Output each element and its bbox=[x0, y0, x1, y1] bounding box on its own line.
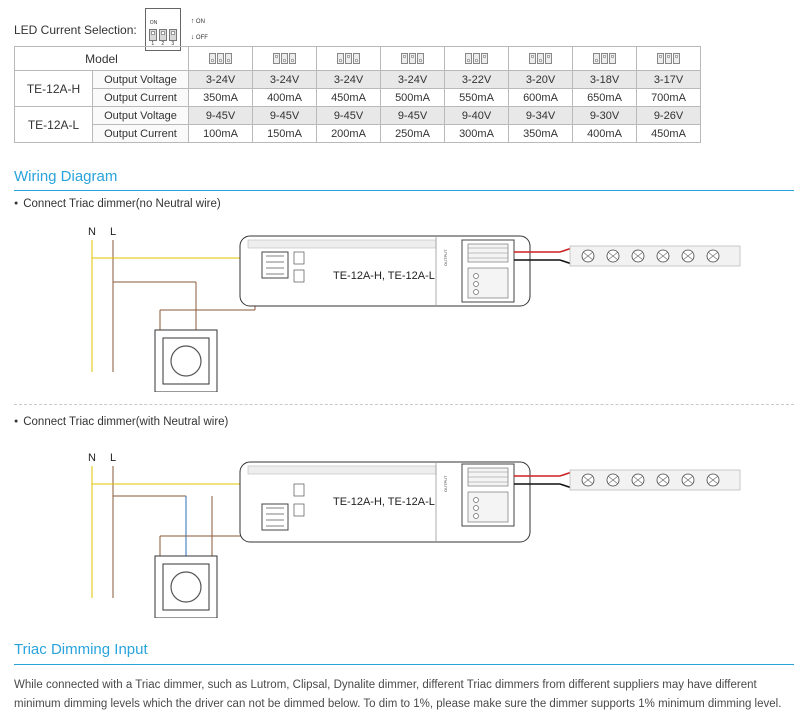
dip-switch-icon-4-2 bbox=[409, 53, 416, 64]
table-cell: 300mA bbox=[445, 125, 509, 143]
dip-switch-icon-6-3 bbox=[545, 53, 552, 64]
table-cell: 350mA bbox=[189, 89, 253, 107]
table-header-model: Model bbox=[15, 47, 189, 71]
dip-switch-icon-4-1 bbox=[401, 53, 408, 64]
label-driver-model: TE-12A-H, TE-12A-L bbox=[333, 270, 435, 282]
dip-switch-icon-5-2 bbox=[473, 53, 480, 64]
table-cell: 3-24V bbox=[253, 71, 317, 89]
table-cell: 9-45V bbox=[381, 107, 445, 125]
table-cell: 550mA bbox=[445, 89, 509, 107]
table-row bbox=[15, 125, 701, 143]
table-cell: 450mA bbox=[637, 125, 701, 143]
table-row-label: Output Current bbox=[93, 125, 189, 143]
table-cell: 3-20V bbox=[509, 71, 573, 89]
dip-switch-row bbox=[149, 29, 177, 41]
table-cell-model: TE-12A-H bbox=[15, 71, 93, 107]
table-cell: 400mA bbox=[253, 89, 317, 107]
table-header-dip-6 bbox=[509, 47, 573, 71]
wiring-diagram-no-neutral bbox=[0, 222, 808, 392]
table-cell: 9-30V bbox=[573, 107, 637, 125]
wiring-bullet-no-neutral: ● Connect Triac dimmer(no Neutral wire) bbox=[14, 198, 221, 210]
table-cell: 150mA bbox=[253, 125, 317, 143]
dip-onoff-legend bbox=[191, 18, 208, 42]
section-divider bbox=[14, 404, 794, 405]
dip-switch-icon-5-3 bbox=[481, 53, 488, 64]
table-cell: 250mA bbox=[381, 125, 445, 143]
table-header-dip-2 bbox=[253, 47, 317, 71]
table-header-dip-3 bbox=[317, 47, 381, 71]
table-header-dip-1 bbox=[189, 47, 253, 71]
label-output: OUTPUT bbox=[443, 249, 448, 266]
triac-dimming-paragraph: While connected with a Triac dimmer, such as Lutrom, Clipsal, Dynalite dimmer, different Triac dimmers from different suppliers may have different minimum dimming levels which the driver can not be dimmed below. To dim to 1%, please make sure the dimmer supports 1% minimum dimming level. bbox=[14, 679, 782, 710]
table-cell: 200mA bbox=[317, 125, 381, 143]
table-cell: 3-24V bbox=[189, 71, 253, 89]
table-row-label: Output Voltage bbox=[93, 107, 189, 125]
label-output: OUTPUT bbox=[443, 475, 448, 492]
wiring-diagram-with-neutral bbox=[0, 448, 808, 618]
table-cell: 3-18V bbox=[573, 71, 637, 89]
table-header-dip-8 bbox=[637, 47, 701, 71]
table-header-dip-4 bbox=[381, 47, 445, 71]
dip-switch-legend bbox=[145, 8, 181, 51]
led-current-selection bbox=[14, 8, 208, 51]
table-cell: 3-24V bbox=[317, 71, 381, 89]
dip-switch-icon-1-3 bbox=[225, 53, 232, 64]
dip-number-1: 1 bbox=[151, 41, 155, 47]
table-cell-model: TE-12A-L bbox=[15, 107, 93, 143]
table-cell: 3-17V bbox=[637, 71, 701, 89]
table-cell: 9-45V bbox=[317, 107, 381, 125]
table-cell: 9-34V bbox=[509, 107, 573, 125]
label-live: L bbox=[110, 226, 117, 238]
dip-switch-icon-3-2 bbox=[345, 53, 352, 64]
table-cell: 700mA bbox=[637, 89, 701, 107]
dip-switch-icon-3-3 bbox=[353, 53, 360, 64]
label-driver-model: TE-12A-H, TE-12A-L bbox=[333, 496, 435, 508]
dip-switch-icon-6-1 bbox=[529, 53, 536, 64]
dip-switch-icon-1-2 bbox=[217, 53, 224, 64]
dip-number-3: 3 bbox=[171, 41, 175, 47]
dip-switch-2 bbox=[159, 29, 167, 41]
dip-switch-icon-8-3 bbox=[673, 53, 680, 64]
dip-number-2: 2 bbox=[161, 41, 165, 47]
dip-switch-icon-2-2 bbox=[281, 53, 288, 64]
table-row bbox=[15, 71, 701, 89]
dip-switch-icon-7-2 bbox=[601, 53, 608, 64]
dip-switch-icon-2-1 bbox=[273, 53, 280, 64]
led-current-selection-label: LED Current Selection: bbox=[14, 22, 137, 37]
label-live: L bbox=[110, 452, 117, 464]
table-cell: 9-26V bbox=[637, 107, 701, 125]
dip-switch-icon-5-1 bbox=[465, 53, 472, 64]
dip-off-arrow-label: ↓ OFF bbox=[190, 33, 208, 41]
dip-on-label: ON bbox=[149, 20, 158, 26]
table-header-row bbox=[15, 47, 701, 71]
dip-switch-icon-8-2 bbox=[665, 53, 672, 64]
table-cell: 350mA bbox=[509, 125, 573, 143]
table-row-label: Output Voltage bbox=[93, 71, 189, 89]
dip-switch-icon-4-3 bbox=[417, 53, 424, 64]
dip-switch-icon-7-3 bbox=[609, 53, 616, 64]
wiring-diagram-heading: Wiring Diagram bbox=[14, 168, 118, 185]
table-row bbox=[15, 107, 701, 125]
table-cell: 3-24V bbox=[381, 71, 445, 89]
wiring-diagram-rule bbox=[14, 190, 794, 191]
dip-switch-icon-8-1 bbox=[657, 53, 664, 64]
table-cell: 9-40V bbox=[445, 107, 509, 125]
table-cell: 450mA bbox=[317, 89, 381, 107]
table-cell: 100mA bbox=[189, 125, 253, 143]
dip-on-arrow-label: ↑ ON bbox=[190, 17, 205, 25]
triac-dimming-rule bbox=[14, 664, 794, 665]
table-cell: 650mA bbox=[573, 89, 637, 107]
table-header-dip-5 bbox=[445, 47, 509, 71]
dip-switch-icon-2-3 bbox=[289, 53, 296, 64]
table-cell: 500mA bbox=[381, 89, 445, 107]
table-row bbox=[15, 89, 701, 107]
table-cell: 9-45V bbox=[189, 107, 253, 125]
table-cell: 600mA bbox=[509, 89, 573, 107]
dip-switch-1 bbox=[149, 29, 157, 41]
dip-switch-icon-6-2 bbox=[537, 53, 544, 64]
table-header-dip-7 bbox=[573, 47, 637, 71]
dip-switch-icon-3-1 bbox=[337, 53, 344, 64]
label-neutral: N bbox=[88, 226, 96, 238]
wiring-bullet-with-neutral: ● Connect Triac dimmer(with Neutral wire) bbox=[14, 416, 228, 428]
dip-switch-icon-1-1 bbox=[209, 53, 216, 64]
dip-switch-icon-7-1 bbox=[593, 53, 600, 64]
table-cell: 400mA bbox=[573, 125, 637, 143]
dip-switch-3 bbox=[169, 29, 177, 41]
table-cell: 3-22V bbox=[445, 71, 509, 89]
table-cell: 9-45V bbox=[253, 107, 317, 125]
led-current-table-wrap bbox=[14, 46, 701, 143]
led-current-table bbox=[14, 46, 701, 143]
triac-dimming-heading: Triac Dimming Input bbox=[14, 641, 148, 658]
table-row-label: Output Current bbox=[93, 89, 189, 107]
label-neutral: N bbox=[88, 452, 96, 464]
